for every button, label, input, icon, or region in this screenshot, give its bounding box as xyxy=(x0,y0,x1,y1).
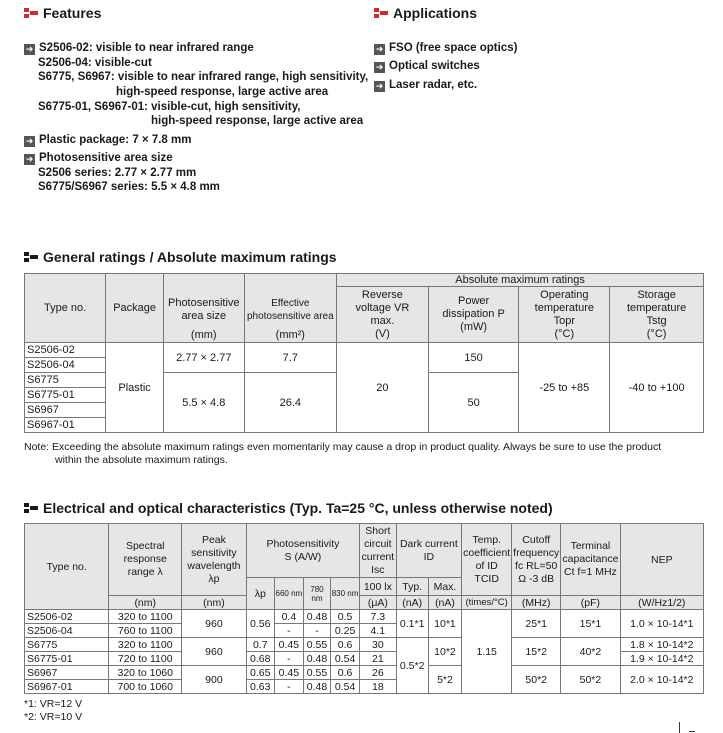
hdr-effective-area: Effective photosensitive area (mm²) xyxy=(244,274,337,343)
power-cell: 50 xyxy=(428,373,519,433)
electrical-heading xyxy=(24,500,553,516)
s780-cell: 0.48 xyxy=(303,652,330,666)
vr-cell: 20 xyxy=(337,343,429,433)
hdr-isc-unit: (μA) xyxy=(360,596,396,610)
range-cell: 720 to 1100 xyxy=(109,652,182,666)
applications-title: Applications xyxy=(393,5,478,21)
dark-max-cell: 10*2 xyxy=(428,638,461,666)
hdr-dark: Dark current ID xyxy=(396,524,462,578)
general-note: within the absolute maximum ratings. xyxy=(55,454,228,466)
hdr-package: Package xyxy=(106,274,164,343)
hdr-spectral: Spectral response range λ xyxy=(109,524,182,596)
features-title: Features xyxy=(43,5,102,21)
hdr-780: 780 nm xyxy=(303,578,330,610)
s830-cell: 0.5 xyxy=(331,610,360,624)
hdr-isc-cond: 100 lx xyxy=(360,578,396,596)
area-cell: 5.5 × 4.8 xyxy=(163,373,244,433)
isc-cell: 30 xyxy=(360,638,396,652)
feature-subline: high-speed response, large active area xyxy=(151,115,364,127)
hdr-peak: Peak sensitivity wavelength λp xyxy=(182,524,247,596)
s660-cell: 0.4 xyxy=(274,610,303,624)
hdr-isc: Short circuit current Isc xyxy=(361,524,395,576)
lambda-p-cell: 0.68 xyxy=(246,652,274,666)
s780-cell: - xyxy=(303,624,330,638)
hdr-type: Type no. xyxy=(25,274,106,343)
capacitance-cell: 50*2 xyxy=(561,666,620,694)
hdr-dark-typ: Typ. xyxy=(396,578,428,596)
hdr-abs-max: Absolute maximum ratings xyxy=(337,274,704,287)
s780-cell: 0.48 xyxy=(303,610,330,624)
dark-max-cell: 10*1 xyxy=(428,610,461,638)
isc-cell: 4.1 xyxy=(360,624,396,638)
range-cell: 760 to 1100 xyxy=(109,624,182,638)
s660-cell: 0.45 xyxy=(274,666,303,680)
feature-subline: S6775-01, S6967-01: visible-cut, high sensitivity, xyxy=(38,101,301,113)
s780-cell: 0.55 xyxy=(303,666,330,680)
feature-subline: S2506-04: visible-cut xyxy=(38,57,152,69)
type-cell: S6775 xyxy=(25,638,109,652)
peak-cell: 960 xyxy=(182,610,247,638)
cutoff-cell: 50*2 xyxy=(512,666,561,694)
s660-cell: - xyxy=(274,624,303,638)
section-marker-icon xyxy=(24,8,38,18)
nep-cell: 1.9 × 10-14*2 xyxy=(620,652,703,666)
arrow-bullet-icon: ➜ xyxy=(25,154,34,164)
application-item: ➜ Optical switches xyxy=(375,60,480,72)
hdr-nep-unit: (W/Hz1/2) xyxy=(620,596,703,610)
hdr-dark-unit-max: (nA) xyxy=(428,596,461,610)
hdr-lambda-p: λp xyxy=(246,578,274,610)
s830-cell: 0.25 xyxy=(331,624,360,638)
general-note: Note: Exceeding the absolute maximum ratings even momentarily may cause a drop in product quality. Always be sure to use the product xyxy=(24,441,662,453)
lambda-p-cell: 0.7 xyxy=(246,638,274,652)
general-title: General ratings / Absolute maximum ratings xyxy=(43,249,337,265)
type-cell: S6967-01 xyxy=(25,418,106,433)
footnote: *2: VR=10 V xyxy=(24,711,83,723)
hdr-power: Power dissipation P (mW) xyxy=(428,287,519,343)
lambda-p-cell: 0.65 xyxy=(246,666,274,680)
type-cell: S6775 xyxy=(25,373,106,388)
section-marker-icon xyxy=(24,503,38,513)
application-item: ➜ Laser radar, etc. xyxy=(375,79,478,91)
capacitance-cell: 40*2 xyxy=(561,638,620,666)
type-cell: S6775-01 xyxy=(25,388,106,403)
arrow-bullet-icon: ➜ xyxy=(375,81,384,91)
type-cell: S6967 xyxy=(25,403,106,418)
hdr-660: 660 nm xyxy=(274,578,303,610)
electrical-title: Electrical and optical characteristics (Typ. Ta=25 °C, unless otherwise noted) xyxy=(43,500,553,516)
dark-typ-cell: 0.5*2 xyxy=(396,638,428,694)
general-heading xyxy=(24,249,337,265)
hdr-area: Photosensitive area size (mm) xyxy=(163,274,244,343)
type-cell: S6775-01 xyxy=(25,652,109,666)
isc-cell: 26 xyxy=(360,666,396,680)
nep-cell: 1.8 × 10-14*2 xyxy=(620,638,703,652)
cutoff-cell: 25*1 xyxy=(512,610,561,638)
dark-max-cell: 5*2 xyxy=(428,666,461,694)
cutoff-cell: 15*2 xyxy=(512,638,561,666)
feature-subline: high-speed response, large active area xyxy=(116,86,329,98)
hdr-reverse-voltage: Reverse voltage VR max. (V) xyxy=(337,287,429,343)
lambda-p-cell: 0.56 xyxy=(246,610,274,638)
s660-cell: - xyxy=(274,652,303,666)
feature-item: ➜ S2506-02: visible to near infrared range xyxy=(25,42,254,54)
isc-cell: 18 xyxy=(360,680,396,694)
s830-cell: 0.6 xyxy=(331,666,360,680)
topr-cell: -25 to +85 xyxy=(519,343,610,433)
applications-heading xyxy=(374,5,477,21)
hdr-cap-unit: (pF) xyxy=(561,596,620,610)
effective-cell: 7.7 xyxy=(244,343,337,373)
s780-cell: 0.48 xyxy=(303,680,330,694)
lambda-p-cell: 0.63 xyxy=(246,680,274,694)
arrow-bullet-icon: ➜ xyxy=(375,44,384,54)
text-cursor xyxy=(679,722,680,733)
arrow-bullet-icon: ➜ xyxy=(375,62,384,72)
page-tick xyxy=(689,731,695,732)
electrical-table xyxy=(24,523,704,694)
capacitance-cell: 15*1 xyxy=(561,610,620,638)
type-cell: S2506-02 xyxy=(25,610,109,624)
section-marker-icon xyxy=(374,8,388,18)
features-heading xyxy=(24,5,101,21)
power-cell: 150 xyxy=(428,343,519,373)
footnote: *1: VR=12 V xyxy=(24,698,83,710)
nep-cell: 2.0 × 10-14*2 xyxy=(620,666,703,694)
s830-cell: 0.54 xyxy=(331,652,360,666)
feature-subline: S6775/S6967 series: 5.5 × 4.8 mm xyxy=(38,181,220,193)
range-cell: 320 to 1060 xyxy=(109,666,182,680)
temp-coef-cell: 1.15 xyxy=(462,610,512,694)
s780-cell: 0.55 xyxy=(303,638,330,652)
arrow-bullet-icon: ➜ xyxy=(25,136,34,146)
s660-cell: - xyxy=(274,680,303,694)
s830-cell: 0.54 xyxy=(331,680,360,694)
general-ratings-table xyxy=(24,273,704,433)
area-cell: 2.77 × 2.77 xyxy=(163,343,244,373)
hdr-tstg: Storage temperature Tstg (°C) xyxy=(610,287,704,343)
range-cell: 700 to 1060 xyxy=(109,680,182,694)
hdr-peak-unit: (nm) xyxy=(182,596,247,610)
arrow-bullet-icon: ➜ xyxy=(25,44,34,54)
range-cell: 320 to 1100 xyxy=(109,638,182,652)
type-cell: S2506-04 xyxy=(25,624,109,638)
hdr-dark-max: Max. xyxy=(428,578,461,596)
nep-cell: 1.0 × 10-14*1 xyxy=(620,610,703,638)
hdr-topr: Operating temperature Topr (°C) xyxy=(519,287,610,343)
package-cell: Plastic xyxy=(106,343,164,433)
hdr-photosensitivity: Photosensitivity S (A/W) xyxy=(246,524,359,578)
feature-subline: S2506 series: 2.77 × 2.77 mm xyxy=(38,167,197,179)
peak-cell: 900 xyxy=(182,666,247,694)
isc-cell: 7.3 xyxy=(360,610,396,624)
hdr-temp-coef: Temp. coefficient of ID TCID xyxy=(462,524,512,596)
hdr-spectral-unit: (nm) xyxy=(109,596,182,610)
type-cell: S2506-02 xyxy=(25,343,106,358)
hdr-temp-unit: (times/°C) xyxy=(462,596,512,610)
feature-item: ➜ Plastic package: 7 × 7.8 mm xyxy=(25,134,192,146)
type-cell: S6967-01 xyxy=(25,680,109,694)
effective-cell: 26.4 xyxy=(244,373,337,433)
hdr-capacitance: Terminal capacitance Ct f=1 MHz xyxy=(561,524,620,596)
type-cell: S2506-04 xyxy=(25,358,106,373)
type-cell: S6967 xyxy=(25,666,109,680)
hdr-cutoff: Cutoff frequency fc RL=50 Ω -3 dB xyxy=(512,524,561,596)
hdr-dark-unit: (nA) xyxy=(396,596,428,610)
feature-item: ➜ Photosensitive area size xyxy=(25,152,173,164)
tstg-cell: -40 to +100 xyxy=(610,343,704,433)
section-marker-icon xyxy=(24,252,38,262)
hdr-830: 830 nm xyxy=(331,578,360,610)
isc-cell: 21 xyxy=(360,652,396,666)
hdr-nep: NEP xyxy=(620,524,703,596)
range-cell: 320 to 1100 xyxy=(109,610,182,624)
application-item: ➜ FSO (free space optics) xyxy=(375,42,518,54)
feature-subline: S6775, S6967: visible to near infrared range, high sensitivity, xyxy=(38,71,369,83)
s660-cell: 0.45 xyxy=(274,638,303,652)
dark-typ-cell: 0.1*1 xyxy=(396,610,428,638)
s830-cell: 0.6 xyxy=(331,638,360,652)
peak-cell: 960 xyxy=(182,638,247,666)
hdr-cutoff-unit: (MHz) xyxy=(512,596,561,610)
hdr-type: Type no. xyxy=(25,524,109,610)
